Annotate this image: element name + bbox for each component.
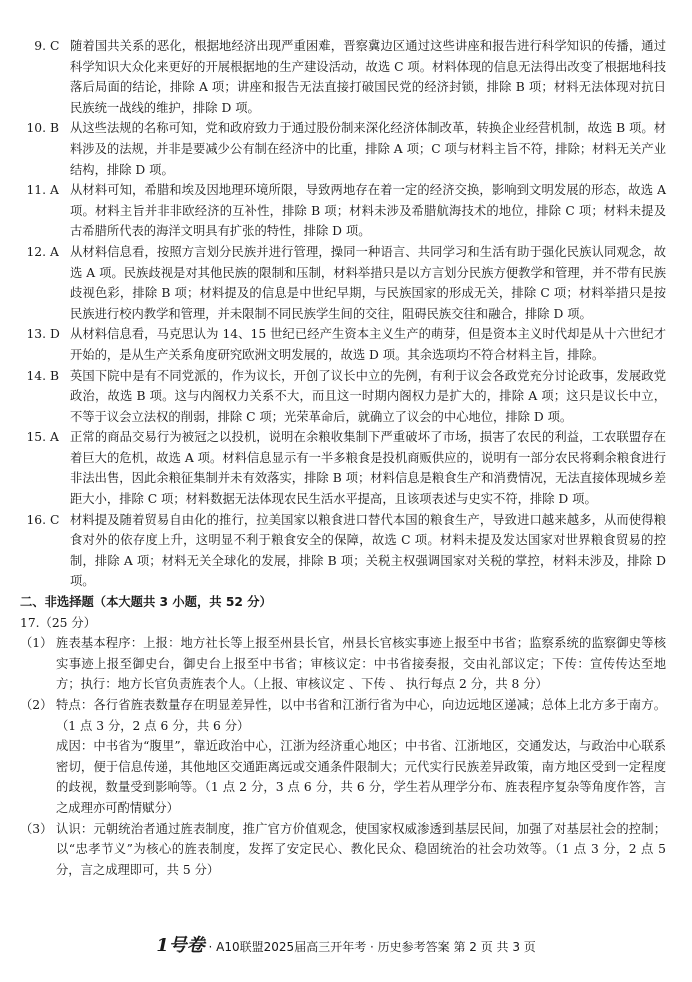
question-number: 12. xyxy=(26,244,46,259)
answer-letter: A xyxy=(50,183,59,198)
part-body xyxy=(56,695,666,819)
part-paragraph: 特点：各行省旌表数量存在明显差异性，以中书省和江浙行省为中心，向边远地区递减；总体上北方多于南方。（1 点 3 分，2 点 6 分，共 6 分） xyxy=(56,698,666,733)
answer-item xyxy=(20,242,666,324)
answer-explanation: 从材料可知，希腊和埃及因地理环境所限，导致两地存在着一定的经济交换，影响到文明发展的形态，故选 A 项。材料主旨并非非欧经济的互补性，排除 B 项；材料未涉及希腊航海技术的地位，排除 C 项；材料未提及古希腊所代表的海洋文明具有扩张的特性，排除 D 项。 xyxy=(70,183,666,239)
answer-content xyxy=(20,36,666,880)
question-17-header: 17.（25 分） xyxy=(20,615,97,630)
part-paragraph: 认识：元朝统治者通过旌表制度，推广官方价值观念，使国家权威渗透到基层民间，加强了对基层社会的控制；以“忠孝节义”为核心的旌表制度，发挥了安定民心、教化民众、稳固统治的社会功效等。（1 点 3 分，2 点 5 分，言之成理即可，共 5 分） xyxy=(56,821,666,877)
answer-item xyxy=(20,366,666,428)
answer-explanation: 英国下院中是有不同党派的，作为议长，开创了议长中立的先例，有利于议会各政党充分讨论政事，发展政党政治，故选 B 项。这与内阁权力关系不大，而且这一时期内阁权力是扩大的，排除 A 项；这只是议长中立，不等于议会立法权的削弱，排除 C 项；光荣革命后，就确立了议会的中心地位，排除 D 项。 xyxy=(70,368,666,424)
answer-letter: D xyxy=(50,327,60,342)
answer-explanation: 从材料信息看，马克思认为 14、15 世纪已经产生资本主义生产的萌芽，但是资本主义时代却是从十六世纪才开始的，是从生产关系角度研究欧洲文明发展的，故选 D 项。其余选项均不符合材料主旨，排除。 xyxy=(70,327,666,362)
question-number: 10. xyxy=(26,121,46,136)
page-footer xyxy=(0,936,692,958)
question-number: 9. xyxy=(34,39,46,53)
section-heading: 二、非选择题（本大题共 3 小题，共 52 分） xyxy=(20,595,272,610)
answer-explanation: 从材料信息看，按照方言划分民族并进行管理，操同一种语言、共同学习和生活有助于强化民族认同观念，故选 A 项。民族歧视是对其他民族的限制和压制，材料举措只是以方言划分民族方便教学和管理，并不带有民族歧视色彩，排除 B 项；材料提及的信息是中世纪早期，与民族国家的形成无关，排除 C 项；材料举措只是按民族进行校内教学和管理，并未限制不同民族学生间的交往，阻碍民族交往和融合，排除 D 项。 xyxy=(70,244,666,321)
answer-letter: C xyxy=(50,512,60,527)
question-17-parts xyxy=(20,633,666,880)
question-number: 11. xyxy=(26,183,46,198)
part-body xyxy=(56,633,666,695)
question-number: 15. xyxy=(26,430,46,445)
answer-explanation: 随着国共关系的恶化，根据地经济出现严重困难，晋察冀边区通过这些讲座和报告进行科学知识的传播，通过科学知识大众化来更好的开展根据地的生产建设活动，故选 C 项。材料体现的信息无法得出改变了根据地科技落后局面的结论，排除 A 项；讲座和报告无法直接打破国民党的经济封锁，排除 B 项；材料无法体现对抗日民族统一战线的维护，排除 D 项。 xyxy=(70,39,666,115)
question-17-part xyxy=(20,819,666,881)
question-number: 16. xyxy=(26,512,46,527)
answer-letter: A xyxy=(50,430,59,445)
footer-text: · A10联盟2025届高三开年考 · 历史参考答案 第 2 页 共 3 页 xyxy=(208,940,536,954)
answer-explanation: 从这些法规的名称可知，党和政府致力于通过股份制来深化经济体制改革，转换企业经营机制，故选 B 项。材料涉及的法规，并非是要减少公有制在经济中的比重，排除 A 项；C 项与材料主旨不符，排除；材料无关产业结构，排除 D 项。 xyxy=(70,121,666,177)
question-17-part xyxy=(20,695,666,819)
part-label: （2） xyxy=(20,698,53,712)
answer-explanation: 正常的商品交易行为被冠之以投机，说明在余粮收集制下严重破坏了市场，损害了农民的利益，工农联盟存在着巨大的危机，故选 A 项。材料信息显示有一半多粮食是投机商贩供应的，说明有一部分农民将剩余粮食进行非法出售，因此余粮征集制并未有效落实，排除 B 项；材料信息是粮食生产和消费情况，无法直接体现城乡差距大小，排除 C 项；材料数据无法体现农民生活水平提高，且该项表述与史实不符，排除 D 项。 xyxy=(70,430,666,507)
answer-item xyxy=(20,118,666,180)
answer-letter: B xyxy=(50,368,60,383)
exam-logo: 1号卷 xyxy=(156,935,205,956)
answer-letter: C xyxy=(50,39,60,53)
part-label: （1） xyxy=(20,636,53,651)
answer-item xyxy=(20,324,666,365)
answer-item xyxy=(20,510,666,592)
answer-explanation: 材料提及随着贸易自由化的推行，拉美国家以粮食进口替代本国的粮食生产，导致进口越来越多，从而使得粮食对外的依存度上升，这明显不利于粮食安全的保障，故选 C 项。材料未提及发达国家对世界粮食贸易的控制，排除 A 项；材料无关全球化的发展，排除 B 项；关税主权强调国家对关税的掌控，材料未涉及，排除 D 项。 xyxy=(70,512,666,589)
question-number: 13. xyxy=(26,327,46,342)
question-number: 14. xyxy=(26,368,46,383)
question-17 xyxy=(20,613,666,881)
part-label: （3） xyxy=(20,821,53,836)
multiple-choice-answers xyxy=(20,36,666,592)
answer-letter: B xyxy=(50,121,60,136)
question-17-part xyxy=(20,633,666,695)
answer-item xyxy=(20,427,666,509)
answer-item xyxy=(20,180,666,242)
part-body xyxy=(56,819,666,881)
answer-item xyxy=(20,36,666,118)
answer-letter: A xyxy=(50,244,59,259)
part-paragraph: 旌表基本程序：上报：地方社长等上报至州县长官，州县长官核实事迹上报至中书省；监察系统的监察御史等核实事迹上报至御史台，御史台上报至中书省；审核议定：中书省接奏报，交由礼部议定；下传：宣传传达至地方；执行：地方长官负责旌表个人。（上报、审核议定 、下传 、 执行每点 2 分，共 8 分） xyxy=(56,636,666,692)
part-paragraph: 成因：中书省为“腹里”，靠近政治中心，江浙为经济重心地区；中书省、江浙地区，交通发达，与政治中心联系密切，便于信息传递，其他地区交通距离远或交通条件限制大；元代实行民族差异政策，南方地区受到一定程度的歧视，数量受到影响等。（1 点 2 分，3 点 6 分，共 6 分，学生若从理学分布、旌表程序复杂等角度作答，言之成理亦可酌情赋分） xyxy=(56,739,666,815)
